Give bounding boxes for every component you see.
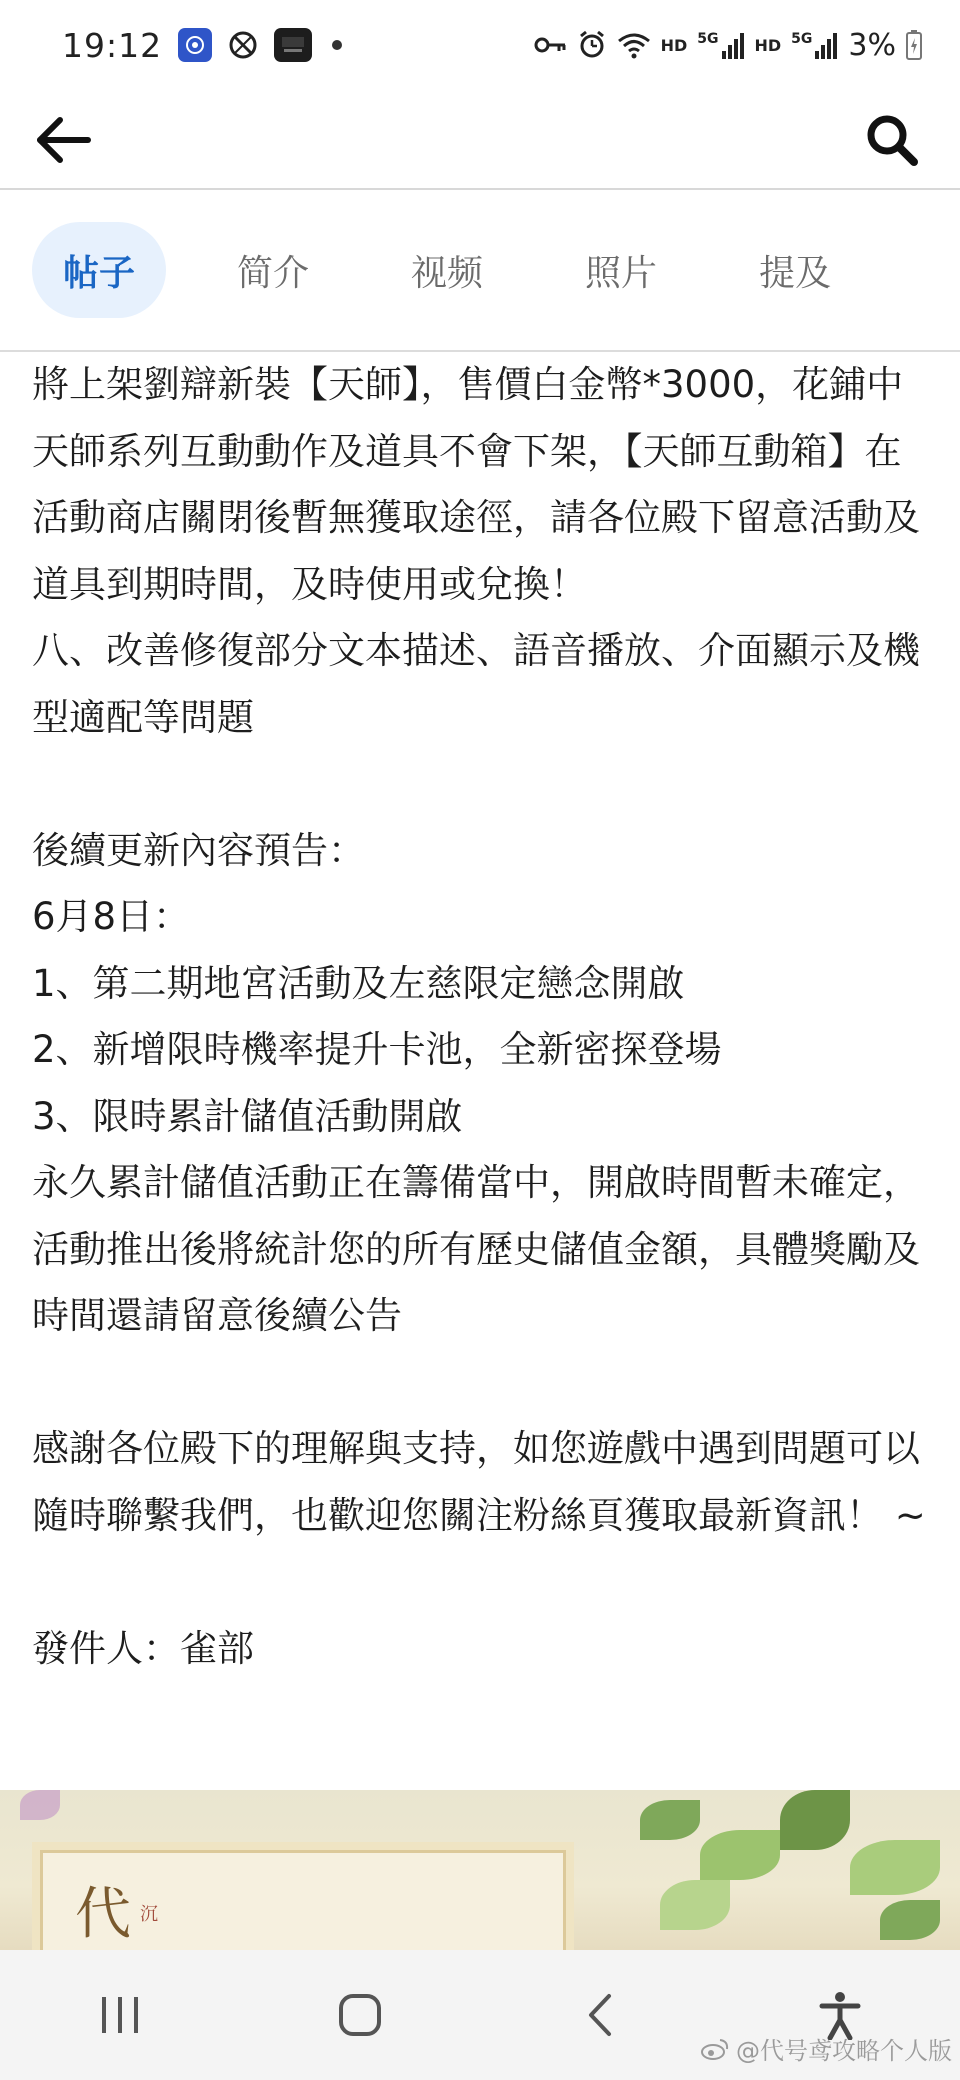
thanks-paragraph: 感謝各位殿下的理解與支持，如您遊戲中遇到問題可以隨時聯繫我們，也歡迎您關注粉絲頁獲取最新資訊！ ~: [32, 1427, 926, 1537]
search-icon: [864, 112, 920, 168]
tab-mentions[interactable]: 提及: [759, 252, 832, 294]
battery-icon: [906, 30, 922, 60]
post-paragraph-1: 將上架劉辯新裝【天師】，售價白金幣*3000，花鋪中天師系列互動動作及道具不會下架，【天師互動箱】在活動商店關閉後暫無獲取途徑，請各位殿下留意活動及道具到期時間，及時使用或兌換！: [32, 363, 920, 606]
home-icon: [337, 1992, 383, 2038]
preview-item-3: 3、限時累計儲值活動開啟: [32, 1094, 463, 1138]
tab-about[interactable]: 简介: [237, 252, 310, 294]
leaf-decoration: [700, 1830, 780, 1880]
preview-date: 6月8日：: [32, 895, 191, 938]
tab-videos[interactable]: 视频: [411, 252, 484, 294]
leaf-decoration: [20, 1790, 60, 1820]
home-button[interactable]: [315, 1970, 405, 2060]
paragraph-gap: [32, 1549, 932, 1616]
app-thumbnail-icon: [274, 28, 312, 62]
alarm-icon: [577, 30, 607, 60]
recent-apps-icon: [98, 1993, 142, 2037]
status-indicators: [533, 28, 922, 63]
tab-posts[interactable]: 帖子: [32, 222, 166, 318]
app-bar: [0, 90, 960, 190]
page-tabs: [0, 190, 960, 352]
leaf-decoration: [640, 1800, 700, 1840]
key-icon: [533, 35, 567, 55]
banner-title-char: 代: [75, 1882, 131, 1947]
status-bar: [0, 0, 960, 90]
back-icon: [585, 1992, 615, 2038]
leaf-decoration: [780, 1790, 850, 1850]
post-image[interactable]: [0, 1790, 960, 1950]
post-sender: 發件人：雀部: [32, 1626, 254, 1670]
weibo-icon: [700, 2037, 730, 2061]
wifi-icon: [617, 31, 651, 59]
network-type-3: HD: [754, 35, 782, 55]
paragraph-gap: [32, 1350, 932, 1417]
preview-item-1: 1、第二期地宮活動及左慈限定戀念開啟: [32, 961, 685, 1005]
watermark-text: @代号鸢攻略个人版: [736, 2037, 952, 2065]
arrow-left-icon: [34, 116, 92, 164]
leaf-decoration: [880, 1900, 940, 1940]
more-notifications-dot: [332, 40, 342, 50]
permanent-notice: 永久累計儲值活動正在籌備當中，開啟時間暫未確定，活動推出後將統計您的所有歷史儲值金額，具體獎勵及時間還請留意後續公告: [32, 1161, 920, 1337]
preview-item-2: 2、新增限時機率提升卡池，全新密探登場: [32, 1028, 722, 1071]
search-button[interactable]: [860, 108, 924, 172]
paragraph-gap: [32, 751, 932, 818]
back-button[interactable]: [30, 110, 96, 170]
signal-icon-2: [791, 31, 838, 59]
tab-photos[interactable]: 照片: [585, 252, 658, 294]
banner-seal: 沉: [140, 1904, 158, 1925]
post-line-8: 八、改善修復部分文本描述、語音播放、介面顯示及機型適配等問題: [32, 629, 920, 739]
post-content: [32, 352, 932, 1682]
network-type-1: HD: [660, 35, 688, 55]
network-type-4: 5G: [791, 31, 813, 47]
battery-text: 3%: [848, 27, 896, 63]
status-time: 19:12: [62, 25, 163, 65]
recent-apps-button[interactable]: [75, 1970, 165, 2060]
leaf-decoration: [660, 1880, 730, 1930]
blocked-icon: [226, 28, 260, 62]
leaf-decoration: [850, 1840, 940, 1895]
preview-title: 後續更新內容預告：: [32, 828, 365, 872]
watermark: [700, 2031, 952, 2066]
notification-app-icon: [178, 28, 212, 62]
system-back-button[interactable]: [555, 1970, 645, 2060]
signal-icon-1: [697, 31, 744, 59]
network-type-2: 5G: [697, 31, 719, 47]
